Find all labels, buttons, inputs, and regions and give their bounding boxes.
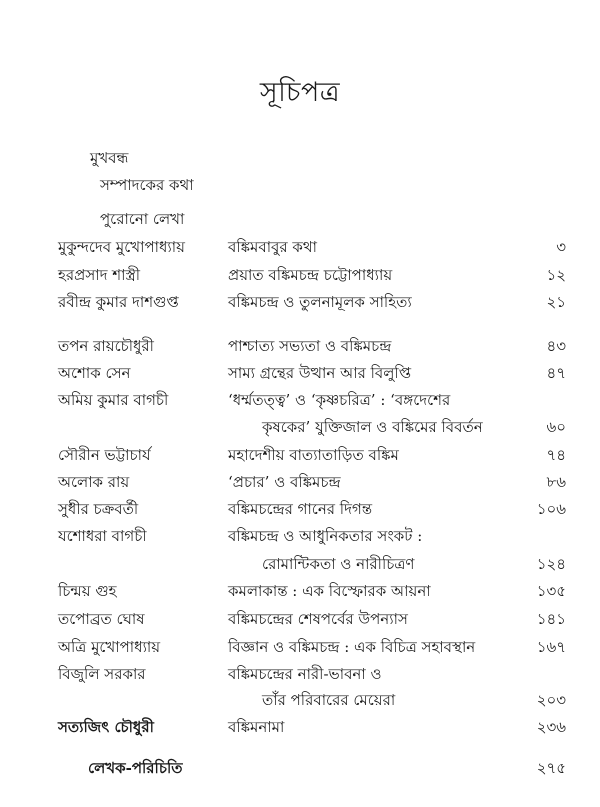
front-sampadaker-katha: সম্পাদকের কথা bbox=[100, 176, 194, 194]
entry-author: সৌরীন ভট্টাচার্য bbox=[58, 446, 151, 464]
toc-row bbox=[0, 553, 600, 581]
entry-author: অলোক রায় bbox=[58, 473, 130, 491]
entry-page: ১৪১ bbox=[536, 610, 566, 628]
toc-row bbox=[0, 236, 600, 264]
entry-page: ১৩৫ bbox=[536, 582, 566, 600]
entry-page: ৩ bbox=[556, 238, 566, 256]
entry-page: ২০৩ bbox=[536, 691, 566, 709]
entry-author: অমিয় কুমার বাগচী bbox=[58, 391, 169, 409]
toc-row bbox=[0, 663, 600, 691]
toc-row bbox=[0, 335, 600, 363]
toc-row bbox=[0, 291, 600, 319]
toc-row bbox=[0, 689, 600, 717]
entry-author: মুকুন্দদেব মুখোপাধ্যায় bbox=[58, 238, 185, 256]
entry-title: কমলাকান্ত : এক বিস্ফোরক আয়না bbox=[228, 582, 431, 600]
toc-row bbox=[0, 498, 600, 526]
entry-page: ২৩৬ bbox=[536, 718, 566, 736]
entry-author: অত্রি মুখোপাধ্যায় bbox=[58, 638, 161, 656]
toc-row bbox=[0, 471, 600, 499]
entry-page: ১২ bbox=[546, 266, 566, 284]
entry-author: তপন রায়চৌধুরী bbox=[58, 337, 154, 355]
toc-row bbox=[0, 264, 600, 292]
entry-title: বঙ্কিমচন্দ্রের গানের দিগন্ত bbox=[228, 500, 373, 518]
toc-row bbox=[0, 362, 600, 390]
entry-title: বঙ্কিমবাবুর কথা bbox=[228, 238, 317, 256]
entry-author: বিজুলি সরকার bbox=[58, 665, 146, 683]
entry-page: ৪৩ bbox=[546, 337, 566, 355]
entry-title: রোমান্টিকতা ও নারীচিত্রণ bbox=[262, 555, 415, 573]
entry-title: সাম্য গ্রন্থের উত্থান আর বিলুপ্তি bbox=[228, 364, 412, 382]
toc-row bbox=[0, 444, 600, 472]
entry-title: পাশ্চাত্য সভ্যতা ও বঙ্কিমচন্দ্র bbox=[228, 337, 392, 355]
toc-row bbox=[0, 416, 600, 444]
entry-title: বঙ্কিমচন্দ্রের শেষপর্বের উপন্যাস bbox=[228, 610, 408, 628]
entry-title: ‘প্রচার’ ও বঙ্কিমচন্দ্র bbox=[228, 473, 341, 491]
entry-title: মহাদেশীয় বাত্যাতাড়িত বঙ্কিম bbox=[228, 446, 399, 464]
entry-page: ৬০ bbox=[546, 418, 566, 436]
toc-row bbox=[0, 716, 600, 744]
entry-author: সুধীর চক্রবর্তী bbox=[58, 500, 139, 518]
entry-author: যশোধরা বাগচী bbox=[58, 527, 147, 545]
entry-author: হরপ্রসাদ শাস্ত্রী bbox=[58, 266, 141, 284]
entry-title: কৃষকের’ যুক্তিজাল ও বঙ্কিমের বিবর্তন bbox=[262, 418, 483, 436]
entry-page: ১৬৭ bbox=[536, 638, 566, 656]
page-title: সূচিপত্র bbox=[259, 77, 341, 108]
entry-title: বঙ্কিমচন্দ্রের নারী-ভাবনা ও bbox=[228, 665, 382, 683]
entry-author: তপোব্রত ঘোষ bbox=[58, 610, 145, 628]
toc-row bbox=[0, 525, 600, 553]
front-puronolekha: পুরোনো লেখা bbox=[100, 210, 185, 228]
entry-page: ২১ bbox=[546, 293, 566, 311]
toc-row bbox=[0, 636, 600, 664]
entry-title: বঙ্কিমচন্দ্র ও তুলনামূলক সাহিত্য bbox=[228, 293, 412, 311]
entry-page: ৮৬ bbox=[546, 473, 566, 491]
entry-title: বঙ্কিমনামা bbox=[228, 718, 285, 736]
entry-title: তাঁর পরিবারের মেয়েরা bbox=[262, 691, 396, 709]
front-mukhabandha: মুখবন্ধ bbox=[90, 149, 129, 167]
lekhak-parichiti-label: লেখক-পরিচিতি bbox=[88, 759, 183, 777]
entry-title: প্রয়াত বঙ্কিমচন্দ্র চট্টোপাধ্যায় bbox=[228, 266, 393, 284]
entry-page: ৭৪ bbox=[546, 446, 566, 464]
entry-title: ‘ধর্ম্মতত্ত্ব’ ও ‘কৃষ্ণচরিত্র’ : ‘বঙ্গদেশের bbox=[228, 391, 451, 409]
lekhak-parichiti-page: ২৭৫ bbox=[536, 759, 566, 777]
entry-page: ৪৭ bbox=[546, 364, 566, 382]
entry-author: অশোক সেন bbox=[58, 364, 131, 382]
toc-row bbox=[0, 580, 600, 608]
entry-title: বঙ্কিমচন্দ্র ও আধুনিকতার সংকট : bbox=[228, 527, 423, 545]
toc-row-lekhak-parichiti bbox=[0, 757, 600, 785]
toc-row bbox=[0, 608, 600, 636]
entry-page: ১২৪ bbox=[536, 555, 566, 573]
entry-page: ১০৬ bbox=[536, 500, 566, 518]
entry-title: বিজ্ঞান ও বঙ্কিমচন্দ্র : এক বিচিত্র সহাবস্থান bbox=[228, 638, 476, 656]
entry-author: চিন্ময় গুহ bbox=[58, 582, 117, 600]
entry-author: রবীন্দ্র কুমার দাশগুপ্ত bbox=[58, 293, 179, 311]
entry-author: সত্যজিৎ চৌধুরী bbox=[58, 718, 154, 736]
toc-row bbox=[0, 389, 600, 417]
